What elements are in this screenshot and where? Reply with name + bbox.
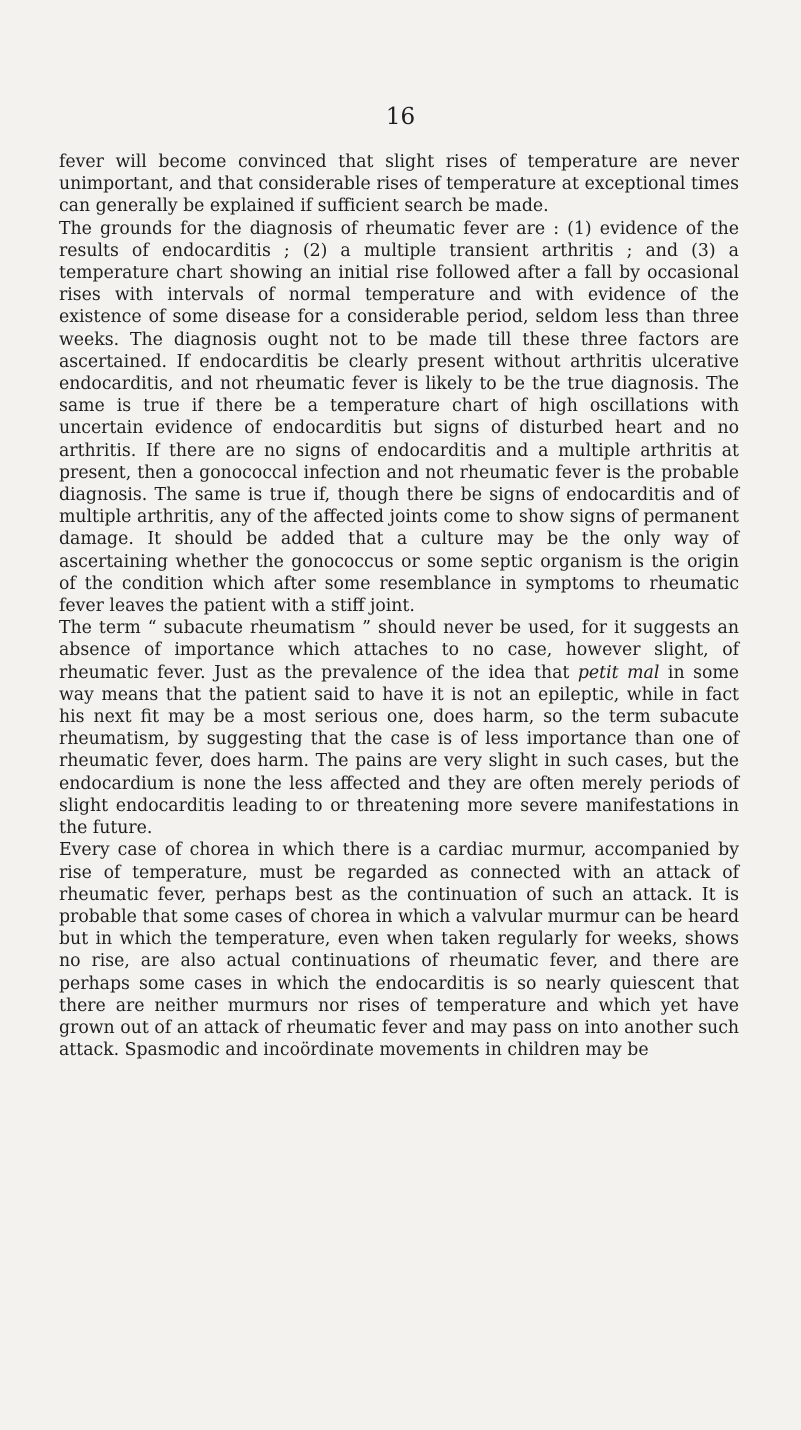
page-number: 16: [385, 104, 416, 130]
paragraph-3-italic-term: petit mal: [577, 662, 660, 683]
paragraph-1: fever will become convinced that slight rises of temperature are never unimportant, and that considerable rises of temperature at exceptional times can generally be explained if sufficient search be made.: [59, 152, 739, 217]
paragraph-4: Every case of chorea in which there is a cardiac murmur, accompanied by rise of temperature, must be regarded as connected with an attack of rheumatic fever, perhaps best as the continuation of such an attack. It is probable that some cases of chorea in which a valvular murmur can be heard but in which the temperature, even when taken regularly for weeks, shows no rise, are also actual continuations of rheumatic fever, and there are perhaps some cases in which the endocarditis is so nearly quiescent that there are neither murmurs nor rises of temperature and which yet have grown out of an attack of rheumatic fever and may pass on into another such attack. Spasmodic and incoördinate movements in children may be: [59, 840, 740, 1061]
paragraph-3-text-after: in some way means that the patient said to have it is not an epileptic, while in fact his next fit may be a most serious one, does harm, so the term subacute rheumatism, by suggesting that the case is of less importance than one of rheumatic fever, does harm. The pains are very slight in such cases, but the endocardium is none the less affected and they are often merely periods of slight endocarditis leading to or threatening more severe manifestations in the future.: [59, 662, 740, 839]
paragraph-3-text-before: The term “ subacute rheumatism ” should never be used, for it suggests an absence of importance which attaches to no case, however slight, of rheumatic fever. Just as the prevalence of the idea that: [59, 618, 739, 683]
paragraph-2: The grounds for the diagnosis of rheumatic fever are : (1) evidence of the results of endocarditis ; (2) a multiple transient arthritis ; and (3) a temperature chart showing an initial rise followed after a fall by occasional rises with intervals of normal temperature and with evidence of the existence of some disease for a considerable period, seldom less than three weeks. The diagnosis ought not to be made till these three factors are ascertained. If endocarditis be clearly present without arthritis ulcerative endocarditis, and not rheumatic fever is likely to be the true diagnosis. The same is true if there be a temperature chart of high oscillations with uncertain evidence of endocarditis but signs of disturbed heart and no arthritis. If there are no signs of endocarditis and a multiple arthritis at present, then a gonococcal infection and not rheumatic fever is the probable diagnosis. The same is true if, though there be signs of endocarditis and of multiple arthritis, any of the affected joints come to show signs of permanent damage. It should be added that a culture may be the only way of ascertaining whether the gonococcus or some septic organism is the origin of the condition which after some resemblance in symptoms to rheumatic fever leaves the patient with a stiff joint.: [59, 218, 739, 617]
paragraph-3: [59, 617, 739, 839]
body-text: [59, 151, 739, 1061]
